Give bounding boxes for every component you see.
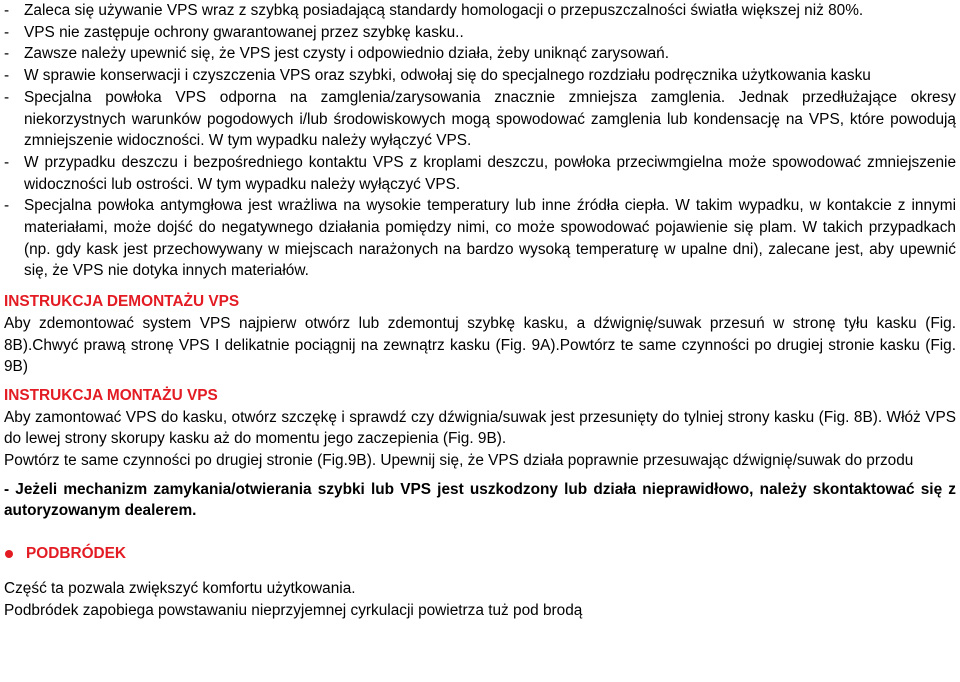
list-item-text: Zawsze należy upewnić się, że VPS jest czysty i odpowiednio działa, żeby uniknąć zarysowań. — [24, 45, 670, 63]
red-dot-bullet-icon — [5, 550, 13, 558]
list-item — [4, 0, 956, 22]
chin-guard-section — [4, 543, 956, 621]
installation-text-1: Aby zamontować VPS do kasku, otwórz szczękę i sprawdź czy dźwignia/suwak jest przesunięty do tylniej strony kasku (Fig. 8B). Włóż VPS do lewej strony skorupy kasku aż do momentu jego zaczepienia (Fig. 9B). — [4, 408, 956, 448]
list-item — [4, 65, 956, 87]
list-dash: - — [4, 23, 10, 41]
list-item-text: W sprawie konserwacji i czyszczenia VPS oraz szybki, odwołaj się do specjalnego rozdziału podręcznika użytkowania kasku — [24, 67, 871, 85]
list-item — [4, 152, 956, 195]
list-item-text: Specjalna powłoka VPS odporna na zamglenia/zarysowania znacznie zmniejsza zamglenia. Jednak przedłużające okresy niekorzystnych warunków pogodowych i/lub środowiskowych mogą spowodować zamglenia lub kondensację na VPS, które powodują zmniejszenie widoczności. W tym wypadku należy wyłączyć VPS. — [24, 88, 956, 150]
list-dash: - — [4, 2, 10, 19]
list-item-text: VPS nie zastępuje ochrony gwarantowanej przez szybkę kasku.. — [24, 23, 464, 41]
list-item-text: Specjalna powłoka antymgłowa jest wrażliwa na wysokie temperatury lub inne źródła ciepła. W takim wypadku, w kontakcie z innymi materiałami, może dojść do negatywnego działania pomiędzy nimi, co może spowodować pojawienie się plam. W takich przypadkach (np. gdy kask jest przechowywany w miejscach narażonych na bardzo wysoką temperaturę w upalne dni), zalecane jest, aby upewnić się, że VPS nie dotyka innych materiałów. — [24, 197, 956, 280]
list-dash: - — [4, 153, 10, 171]
list-dash: - — [4, 45, 10, 63]
removal-text: Aby zdemontować system VPS najpierw otwórz lub zdemontuj szybkę kasku, a dźwignię/suwak przesuń w stronę tyłu kasku (Fig. 8B).Chwyć prawą stronę VPS I delikatnie pociągnij na zewnątrz kasku (Fig. 9A).Powtórz te same czynności po drugiej stronie kasku (Fig. 9B) — [4, 314, 956, 376]
chin-guard-heading-row — [4, 543, 956, 565]
installation-section — [4, 385, 956, 522]
list-item — [4, 43, 956, 65]
list-dash: - — [4, 88, 10, 106]
list-item-text: W przypadku deszczu i bezpośredniego kontaktu VPS z kroplami deszczu, powłoka przeciwmgielna może spowodować zmniejszenie widoczności lub ostrości. W tym wypadku należy wyłączyć VPS. — [24, 153, 956, 193]
installation-heading: INSTRUKCJA MONTAŻU VPS — [4, 386, 218, 404]
list-dash: - — [4, 67, 10, 85]
list-item — [4, 22, 956, 44]
chin-guard-heading: PODBRÓDEK — [26, 545, 127, 563]
list-dash: - — [4, 197, 10, 215]
removal-section — [4, 291, 956, 378]
installation-text-2: Powtórz te same czynności po drugiej stronie (Fig.9B). Upewnij się, że VPS działa poprawnie przesuwając dźwignię/suwak do przodu — [4, 452, 914, 470]
chin-guard-text-2: Podbródek zapobiega powstawaniu nieprzyjemnej cyrkulacji powietrza tuż pod brodą — [4, 601, 583, 619]
usage-notes-list — [4, 0, 956, 282]
document-page — [4, 0, 956, 621]
dealer-warning: - Jeżeli mechanizm zamykania/otwierania szybki lub VPS jest uszkodzony lub działa nieprawidłowo, należy skontaktować się z autoryzowanym dealerem. — [4, 480, 956, 520]
list-item — [4, 87, 956, 152]
list-item — [4, 195, 956, 282]
list-item-text: Zaleca się używanie VPS wraz z szybką posiadającą standardy homologacji o przepuszczalności światła większej niż 80%. — [24, 2, 864, 19]
removal-heading: INSTRUKCJA DEMONTAŻU VPS — [4, 293, 240, 311]
chin-guard-text-1: Część ta pozwala zwiększyć komfortu użytkowania. — [4, 579, 356, 597]
